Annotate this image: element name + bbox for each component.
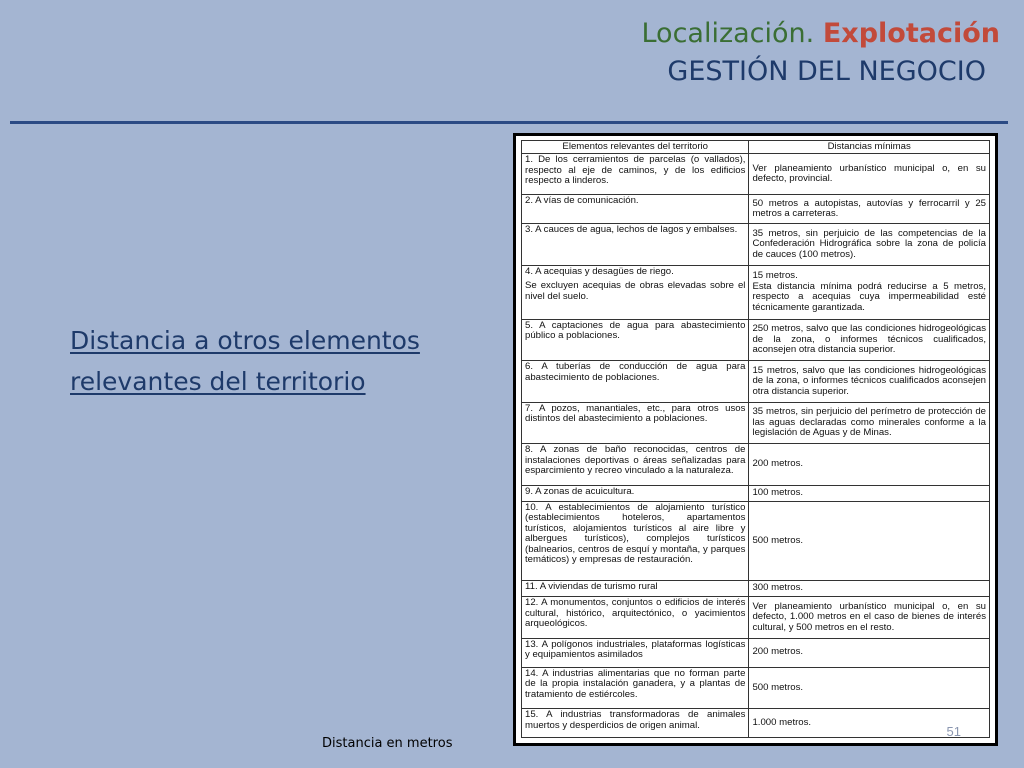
slide-title <box>641 18 1000 49</box>
element-text: 6. A tuberías de conducción de agua para abastecimiento de poblaciones. <box>525 361 746 383</box>
element-text: 14. A industrias alimentarias que no forman parte de la propia instalación ganadera, y a plantas de tratamiento de estiércoles. <box>525 667 746 700</box>
header-distances: Distancias mínimas <box>749 141 990 154</box>
distance-cell <box>749 597 990 638</box>
distance-note: Esta distancia mínima podrá reducirse a 5 metros, respecto a acequias cuya impermeabilidad esté técnicamente garantizada. <box>752 280 986 313</box>
element-cell <box>522 444 749 485</box>
element-text: 4. A acequias y desagües de riego. <box>525 265 674 277</box>
element-cell <box>522 709 749 738</box>
element-cell <box>522 154 749 195</box>
table-row <box>522 402 990 443</box>
element-cell <box>522 485 749 501</box>
element-cell <box>522 402 749 443</box>
distance-table <box>521 140 990 738</box>
table-row <box>522 444 990 485</box>
table-caption: Distancia en metros <box>322 736 453 751</box>
distance-cell <box>749 444 990 485</box>
element-text: 9. A zonas de acuicultura. <box>525 485 635 497</box>
element-text: 1. De los cerramientos de parcelas (o vallados), respecto al eje de caminos, y de los edificios respecto a linderos. <box>525 154 746 186</box>
distance-table-frame <box>513 133 998 746</box>
table-row <box>522 709 990 738</box>
element-text: 10. A establecimientos de alojamiento turístico (establecimientos hoteleros, apartamentos turísticos, alojamientos turísticos al aire libre y albergues turísticos), complejos turísticos (balnearios, centros de esquí y montaña, y parques temáticos) y empresas de restauración. <box>525 501 746 566</box>
distance-cell <box>749 667 990 708</box>
distance-text: 50 metros a autopistas, autovías y ferrocarril y 25 metros a carreteras. <box>752 197 986 220</box>
distance-cell <box>749 319 990 360</box>
element-text: 12. A monumentos, conjuntos o edificios de interés cultural, histórico, arquitectónico, o yacimientos arqueológicos. <box>525 597 746 630</box>
distance-text: 200 metros. <box>752 646 804 658</box>
element-cell <box>522 195 749 224</box>
distance-cell <box>749 195 990 224</box>
distance-text: Ver planeamiento urbanístico municipal o, en su defecto, 1.000 metros en el caso de bienes de interés cultural, y 500 metros en el resto. <box>752 600 986 633</box>
table-row <box>522 581 990 597</box>
element-text: 11. A viviendas de turismo rural <box>525 581 658 593</box>
distance-cell <box>749 402 990 443</box>
table-row <box>522 195 990 224</box>
table-header-row <box>522 141 990 154</box>
distance-cell <box>749 581 990 597</box>
distance-text: Ver planeamiento urbanístico municipal o, en su defecto, provincial. <box>752 162 986 185</box>
title-explotacion: Explotación <box>822 18 1000 49</box>
distance-text: 35 metros, sin perjuicio de las competencias de la Confederación Hidrográfica sobre la zona de policía de cauces (100 metros). <box>752 227 986 260</box>
element-text: 8. A zonas de baño reconocidas, centros de instalaciones deportivas o áreas señalizadas para esparcimiento y recreo vinculado a la naturaleza. <box>525 444 746 477</box>
distance-table-container <box>516 136 995 743</box>
title-localizacion: Localización. <box>641 18 815 49</box>
element-text: 2. A vías de comunicación. <box>525 195 639 207</box>
header-elements: Elementos relevantes del territorio <box>522 141 749 154</box>
title-divider <box>10 121 1008 124</box>
element-cell <box>522 597 749 638</box>
table-row <box>522 638 990 667</box>
table-row <box>522 224 990 265</box>
element-cell <box>522 265 749 319</box>
table-row <box>522 501 990 580</box>
element-text: 13. A polígonos industriales, plataformas logísticas y equipamientos asimilados <box>525 638 746 661</box>
distance-text: 15 metros. <box>752 270 798 282</box>
element-cell <box>522 638 749 667</box>
table-row <box>522 265 990 319</box>
table-row <box>522 154 990 195</box>
distance-text: 200 metros. <box>752 458 804 470</box>
element-text: 15. A industrias transformadoras de animales muertos y desperdicios de origen animal. <box>525 709 746 731</box>
distance-text: 500 metros. <box>752 534 804 546</box>
element-cell <box>522 501 749 580</box>
distance-cell <box>749 154 990 195</box>
distance-cell <box>749 265 990 319</box>
element-cell <box>522 667 749 708</box>
distance-cell <box>749 501 990 580</box>
table-row <box>522 361 990 402</box>
table-row <box>522 485 990 501</box>
distance-cell <box>749 485 990 501</box>
element-note: Se excluyen acequias de obras elevadas sobre el nivel del suelo. <box>525 280 746 302</box>
element-cell <box>522 581 749 597</box>
table-row <box>522 667 990 708</box>
distance-text: 300 metros. <box>752 582 804 594</box>
distance-cell <box>749 361 990 402</box>
element-cell <box>522 361 749 402</box>
slide-number: 51 <box>946 724 961 739</box>
distance-text: 1.000 metros. <box>752 716 812 728</box>
element-text: 3. A cauces de agua, lechos de lagos y embalses. <box>525 224 738 236</box>
table-row <box>522 319 990 360</box>
table-row <box>522 597 990 638</box>
distance-text: 100 metros. <box>752 486 804 498</box>
distance-cell <box>749 638 990 667</box>
section-heading-link[interactable]: Distancia a otros elementos relevantes del territorio <box>70 326 420 396</box>
distance-cell <box>749 224 990 265</box>
distance-text: 500 metros. <box>752 681 804 693</box>
distance-text: 250 metros, salvo que las condiciones hidrogeológicas de la zona, o informes técnicos cualificados, aconsejen otra distancia superior. <box>752 323 986 356</box>
element-text: 5. A captaciones de agua para abastecimiento público a poblaciones. <box>525 319 746 342</box>
distance-text: 35 metros, sin perjuicio del perímetro de protección de las aguas declaradas como minerales conforme a la legislación de Aguas y de Minas. <box>752 406 986 439</box>
element-cell <box>522 319 749 360</box>
element-text: 7. A pozos, manantiales, etc., para otros usos distintos del abastecimiento a poblaciones. <box>525 402 746 425</box>
distance-text: 15 metros, salvo que las condiciones hidrogeológicas de la zona, o informes técnicos cualificados aconsejen otra distancia superior. <box>752 364 986 397</box>
slide-subtitle: GESTIÓN DEL NEGOCIO <box>667 56 986 87</box>
element-cell <box>522 224 749 265</box>
